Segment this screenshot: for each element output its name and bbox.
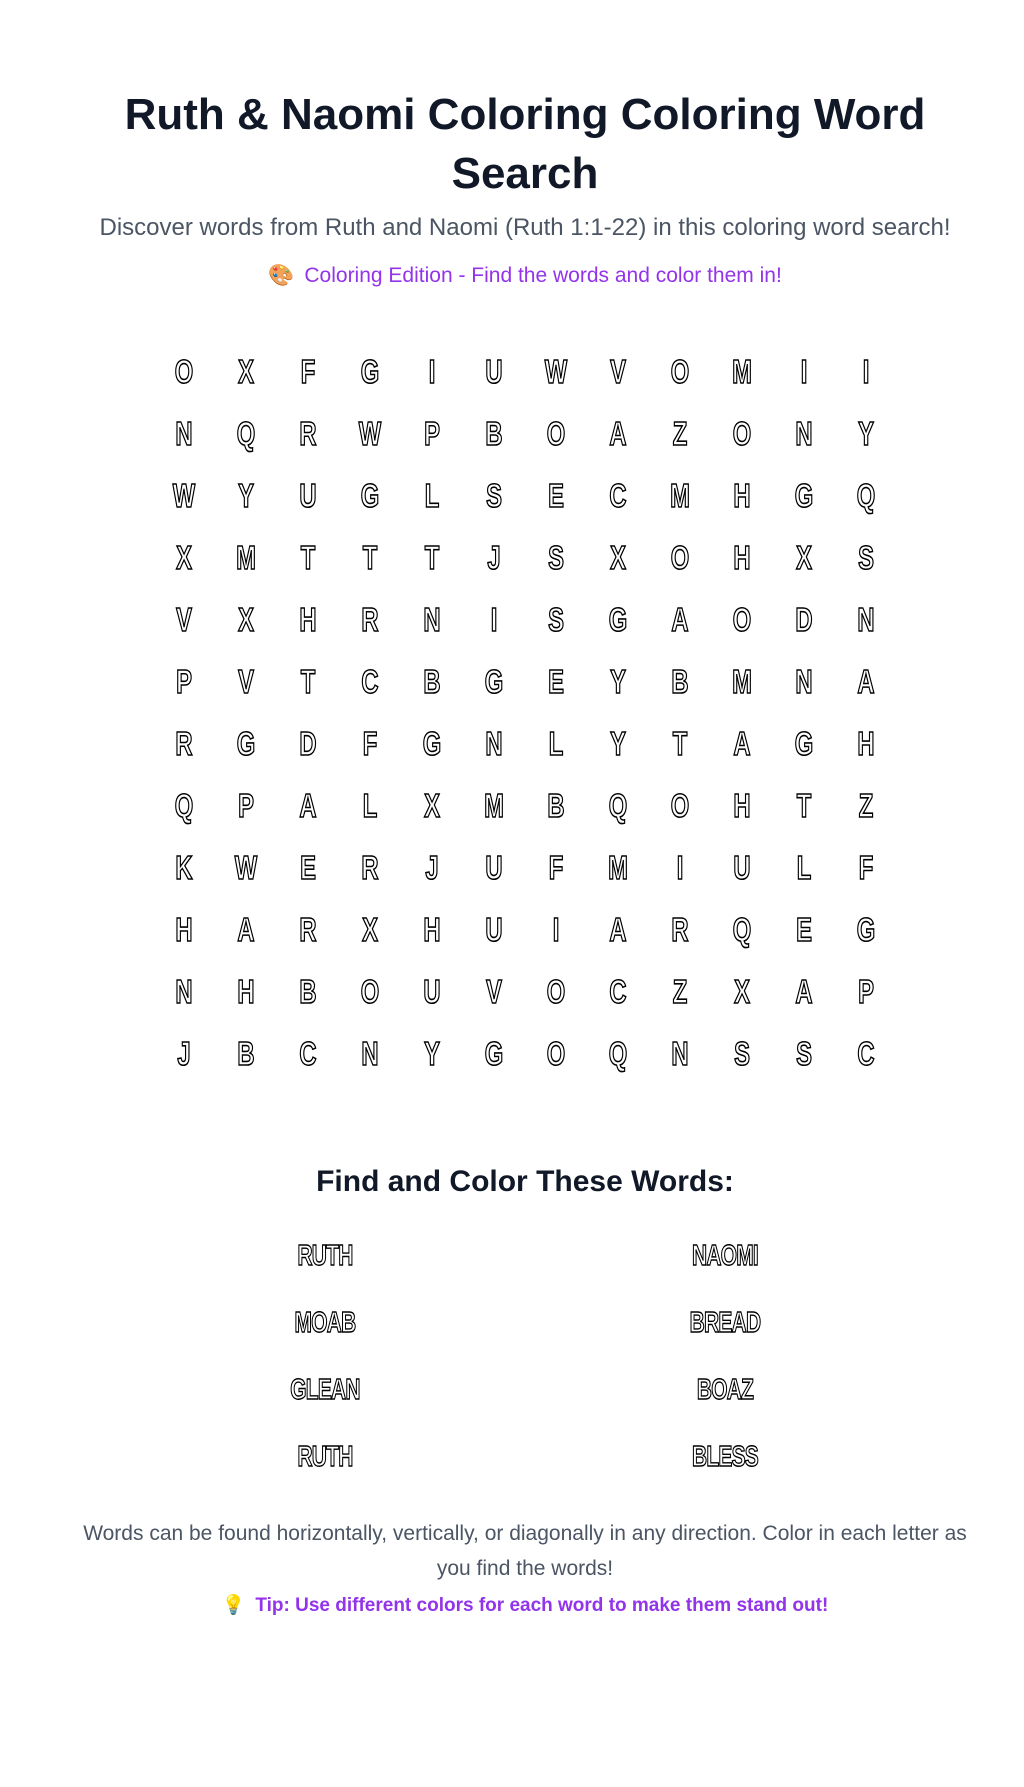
edition-text: Coloring Edition - Find the words and color them in! xyxy=(304,264,782,287)
grid-cell[interactable]: C xyxy=(609,973,627,1010)
grid-cell[interactable]: Q xyxy=(856,477,876,514)
grid-cell[interactable]: A xyxy=(857,663,875,700)
page-content xyxy=(26,0,1024,1621)
grid-cell[interactable]: N xyxy=(671,1035,689,1072)
grid-cell[interactable]: I xyxy=(490,601,498,638)
grid-cell[interactable]: B xyxy=(299,973,317,1010)
word-search-grid xyxy=(153,341,897,1085)
word-list-item: MOAB xyxy=(294,1307,356,1339)
grid-cell[interactable]: P xyxy=(238,787,254,824)
word-list-item: BREAD xyxy=(689,1307,761,1339)
grid-cell[interactable]: X xyxy=(424,787,440,824)
grid-cell[interactable]: B xyxy=(547,787,565,824)
grid-cell[interactable]: H xyxy=(237,973,255,1010)
grid-cell[interactable]: B xyxy=(671,663,689,700)
word-list-item: NAOMI xyxy=(691,1240,758,1272)
grid-cell[interactable]: M xyxy=(236,539,256,576)
grid-cell[interactable]: X xyxy=(362,911,378,948)
grid-cell[interactable]: A xyxy=(671,601,689,638)
grid-cell[interactable]: T xyxy=(796,787,812,824)
tip-text: Tip: Use different colors for each word to make them stand out! xyxy=(255,1595,829,1616)
grid-cell[interactable]: E xyxy=(548,663,564,700)
grid-cell[interactable]: P xyxy=(424,415,440,452)
grid-cell[interactable]: T xyxy=(424,539,440,576)
grid-cell[interactable]: N xyxy=(795,415,813,452)
grid-cell[interactable]: O xyxy=(360,973,380,1010)
grid-cell[interactable]: V xyxy=(176,601,192,638)
grid-cell[interactable]: A xyxy=(237,911,255,948)
grid-cell[interactable]: S xyxy=(734,1035,750,1072)
grid-cell[interactable]: I xyxy=(862,353,870,390)
grid-cell[interactable]: N xyxy=(857,601,875,638)
grid-cell[interactable]: U xyxy=(299,477,317,514)
grid-cell[interactable]: L xyxy=(548,725,564,762)
grid-cell[interactable]: C xyxy=(857,1035,875,1072)
grid-cell[interactable]: L xyxy=(796,849,812,886)
grid-cell[interactable]: T xyxy=(672,725,688,762)
grid-cell[interactable]: W xyxy=(544,353,568,390)
grid-cell[interactable]: H xyxy=(299,601,317,638)
grid-cell[interactable]: G xyxy=(608,601,628,638)
grid-cell[interactable]: T xyxy=(300,539,316,576)
grid-cell[interactable]: H xyxy=(857,725,875,762)
grid-cell[interactable]: O xyxy=(546,1035,566,1072)
grid-cell[interactable]: Y xyxy=(610,725,626,762)
grid-cell[interactable]: R xyxy=(299,415,317,452)
grid-cell[interactable]: Q xyxy=(732,911,752,948)
word-list-item: BLESS xyxy=(691,1441,759,1473)
word-list-item: BOAZ xyxy=(696,1374,754,1406)
word-list-heading: Find and Color These Words: xyxy=(316,1165,734,1198)
grid-cell[interactable]: X xyxy=(796,539,812,576)
grid-cell[interactable]: G xyxy=(236,725,256,762)
grid-cell[interactable]: M xyxy=(484,787,504,824)
grid-cell[interactable]: O xyxy=(732,415,752,452)
grid-cell[interactable]: R xyxy=(175,725,193,762)
grid-cell[interactable]: T xyxy=(300,663,316,700)
grid-cell[interactable]: J xyxy=(487,539,501,576)
grid-cell[interactable]: Y xyxy=(610,663,626,700)
grid-cell[interactable]: G xyxy=(794,477,814,514)
grid-cell[interactable]: H xyxy=(733,477,751,514)
grid-cell[interactable]: K xyxy=(175,849,193,886)
grid-cell[interactable]: I xyxy=(552,911,560,948)
grid-cell[interactable]: R xyxy=(361,849,379,886)
grid-cell[interactable]: A xyxy=(795,973,813,1010)
grid-cell[interactable]: Y xyxy=(858,415,874,452)
grid-cell[interactable]: N xyxy=(175,415,193,452)
grid-cell[interactable]: N xyxy=(485,725,503,762)
grid-cell[interactable]: U xyxy=(733,849,751,886)
grid-cell[interactable]: Z xyxy=(858,787,874,824)
grid-cell[interactable]: O xyxy=(670,787,690,824)
grid-cell[interactable]: Y xyxy=(238,477,254,514)
grid-cell[interactable]: D xyxy=(795,601,813,638)
grid-cell[interactable]: N xyxy=(175,973,193,1010)
grid-cell[interactable]: R xyxy=(299,911,317,948)
grid-cell[interactable]: X xyxy=(610,539,626,576)
grid-cell[interactable]: O xyxy=(546,973,566,1010)
grid-cell[interactable]: F xyxy=(300,353,316,390)
grid-cell[interactable]: E xyxy=(300,849,316,886)
grid-cell[interactable]: H xyxy=(733,539,751,576)
grid-cell[interactable]: O xyxy=(174,353,194,390)
grid-cell[interactable]: E xyxy=(548,477,564,514)
grid-cell[interactable]: Z xyxy=(672,415,688,452)
grid-cell[interactable]: Q xyxy=(608,787,628,824)
grid-cell[interactable]: M xyxy=(670,477,690,514)
grid-cell[interactable]: W xyxy=(172,477,196,514)
page-title: Ruth & Naomi Coloring Coloring Word Search xyxy=(124,90,926,198)
grid-cell[interactable]: D xyxy=(299,725,317,762)
grid-cell[interactable]: V xyxy=(238,663,254,700)
grid-cell[interactable]: X xyxy=(176,539,192,576)
grid-cell[interactable]: P xyxy=(858,973,874,1010)
grid-cell[interactable]: G xyxy=(484,1035,504,1072)
grid-cell[interactable]: W xyxy=(234,849,258,886)
grid-cell[interactable]: S xyxy=(858,539,874,576)
lightbulb-icon: 💡 xyxy=(221,1595,246,1616)
grid-cell[interactable]: F xyxy=(362,725,378,762)
grid-cell[interactable]: Q xyxy=(608,1035,628,1072)
palette-icon: 🎨 xyxy=(268,264,295,287)
grid-cell[interactable]: Q xyxy=(236,415,256,452)
grid-cell[interactable]: A xyxy=(299,787,317,824)
grid-cell[interactable]: M xyxy=(732,353,752,390)
grid-cell[interactable]: I xyxy=(676,849,684,886)
grid-cell[interactable]: N xyxy=(795,663,813,700)
grid-cell[interactable]: B xyxy=(485,415,503,452)
grid-cell[interactable]: R xyxy=(361,601,379,638)
grid-cell[interactable]: F xyxy=(548,849,564,886)
grid-cell[interactable]: J xyxy=(177,1035,191,1072)
grid-cell[interactable]: A xyxy=(609,911,627,948)
grid-cell[interactable]: G xyxy=(856,911,876,948)
grid-cell[interactable]: Q xyxy=(174,787,194,824)
tip xyxy=(26,1591,1024,1621)
grid-cell[interactable]: C xyxy=(299,1035,317,1072)
grid-cell[interactable]: U xyxy=(485,353,503,390)
grid-cell[interactable]: A xyxy=(733,725,751,762)
grid-cell[interactable]: U xyxy=(423,973,441,1010)
grid-cell[interactable]: X xyxy=(734,973,750,1010)
coloring-edition-banner xyxy=(26,261,1024,291)
grid-cell[interactable]: V xyxy=(610,353,626,390)
grid-cell[interactable]: M xyxy=(732,663,752,700)
grid-cell[interactable]: U xyxy=(485,911,503,948)
grid-cell[interactable]: L xyxy=(424,477,440,514)
grid-cell[interactable]: S xyxy=(548,539,564,576)
grid-cell[interactable]: X xyxy=(238,601,254,638)
grid-cell[interactable]: O xyxy=(670,539,690,576)
grid-cell[interactable]: S xyxy=(548,601,564,638)
grid-cell[interactable]: M xyxy=(608,849,628,886)
grid-cell[interactable]: S xyxy=(486,477,502,514)
grid-cell[interactable]: G xyxy=(484,663,504,700)
grid-cell[interactable]: N xyxy=(361,1035,379,1072)
grid-cell[interactable]: C xyxy=(609,477,627,514)
grid-cell[interactable]: W xyxy=(358,415,382,452)
grid-cell[interactable]: P xyxy=(176,663,192,700)
grid-cell[interactable]: G xyxy=(794,725,814,762)
word-list xyxy=(125,1223,925,1491)
grid-cell[interactable]: I xyxy=(428,353,436,390)
grid-cell[interactable]: Y xyxy=(424,1035,440,1072)
grid-cell[interactable]: U xyxy=(485,849,503,886)
grid-cell[interactable]: X xyxy=(238,353,254,390)
grid-cell[interactable]: C xyxy=(361,663,379,700)
grid-cell[interactable]: E xyxy=(796,911,812,948)
word-list-item: RUTH xyxy=(297,1441,353,1473)
grid-cell[interactable]: F xyxy=(858,849,874,886)
grid-cell[interactable]: G xyxy=(360,353,380,390)
grid-cell[interactable]: B xyxy=(423,663,441,700)
grid-cell[interactable]: O xyxy=(670,353,690,390)
grid-cell[interactable]: N xyxy=(423,601,441,638)
grid-cell[interactable]: H xyxy=(733,787,751,824)
grid-cell[interactable]: V xyxy=(486,973,502,1010)
grid-cell[interactable]: H xyxy=(175,911,193,948)
grid-cell[interactable]: T xyxy=(362,539,378,576)
grid-cell[interactable]: G xyxy=(360,477,380,514)
grid-cell[interactable]: I xyxy=(800,353,808,390)
grid-cell[interactable]: J xyxy=(425,849,439,886)
grid-cell[interactable]: A xyxy=(609,415,627,452)
grid-cell[interactable]: S xyxy=(796,1035,812,1072)
grid-cell[interactable]: O xyxy=(546,415,566,452)
grid-cell[interactable]: L xyxy=(362,787,378,824)
grid-cell[interactable]: R xyxy=(671,911,689,948)
grid-cell[interactable]: G xyxy=(422,725,442,762)
grid-cell[interactable]: B xyxy=(237,1035,255,1072)
instructions-text: Words can be found horizontally, vertically, or diagonally in any direction. Color in each letter as you find the words! xyxy=(83,1522,967,1580)
page-subtitle: Discover words from Ruth and Naomi (Ruth 1:1-22) in this coloring word search! xyxy=(99,214,951,241)
grid-cell[interactable]: H xyxy=(423,911,441,948)
grid-cell[interactable]: Z xyxy=(672,973,688,1010)
word-list-item: RUTH xyxy=(297,1240,353,1272)
grid-cell[interactable]: O xyxy=(732,601,752,638)
word-list-item: GLEAN xyxy=(290,1374,360,1406)
